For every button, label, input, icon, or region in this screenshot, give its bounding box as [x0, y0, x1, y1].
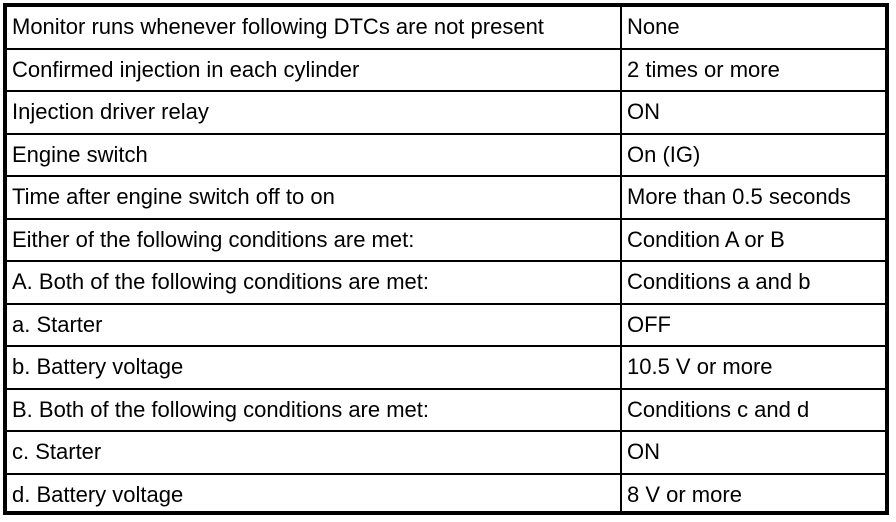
- condition-cell: Time after engine switch off to on: [7, 176, 621, 219]
- value-cell: Conditions c and d: [621, 389, 885, 432]
- condition-cell: Monitor runs whenever following DTCs are not present: [7, 7, 621, 49]
- table-row: [7, 49, 885, 92]
- table-row: [7, 134, 885, 177]
- value-cell: ON: [621, 431, 885, 474]
- value-cell: ON: [621, 91, 885, 134]
- conditions-table-grid: [7, 7, 885, 515]
- value-cell: More than 0.5 seconds: [621, 176, 885, 219]
- condition-cell: B. Both of the following conditions are met:: [7, 389, 621, 432]
- value-cell: None: [621, 7, 885, 49]
- value-cell: 2 times or more: [621, 49, 885, 92]
- value-cell: 8 V or more: [621, 474, 885, 516]
- condition-cell: d. Battery voltage: [7, 474, 621, 516]
- table-row: [7, 474, 885, 516]
- condition-cell: A. Both of the following conditions are met:: [7, 261, 621, 304]
- condition-cell: c. Starter: [7, 431, 621, 474]
- table-body: [7, 7, 885, 515]
- table-row: [7, 261, 885, 304]
- condition-cell: Engine switch: [7, 134, 621, 177]
- table-row: [7, 304, 885, 347]
- table-row: [7, 389, 885, 432]
- condition-cell: Either of the following conditions are met:: [7, 219, 621, 262]
- value-cell: Condition A or B: [621, 219, 885, 262]
- condition-cell: Confirmed injection in each cylinder: [7, 49, 621, 92]
- value-cell: 10.5 V or more: [621, 346, 885, 389]
- value-cell: Conditions a and b: [621, 261, 885, 304]
- table-row: [7, 346, 885, 389]
- table-row: [7, 176, 885, 219]
- table-row: [7, 91, 885, 134]
- condition-cell: b. Battery voltage: [7, 346, 621, 389]
- table-row: [7, 219, 885, 262]
- condition-cell: a. Starter: [7, 304, 621, 347]
- value-cell: OFF: [621, 304, 885, 347]
- value-cell: On (IG): [621, 134, 885, 177]
- monitor-conditions-table: [3, 3, 889, 515]
- table-row: [7, 7, 885, 49]
- table-row: [7, 431, 885, 474]
- condition-cell: Injection driver relay: [7, 91, 621, 134]
